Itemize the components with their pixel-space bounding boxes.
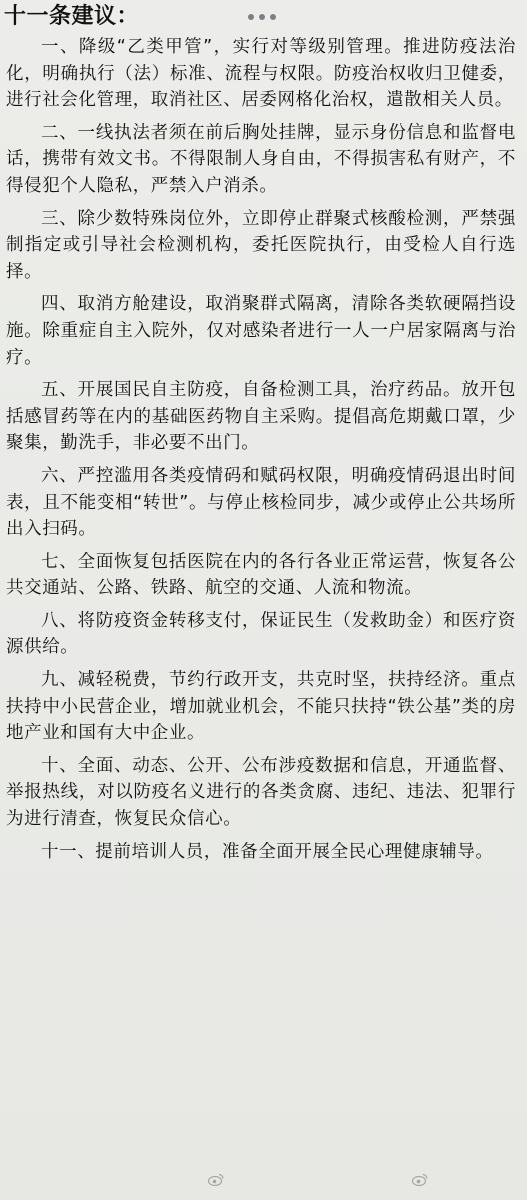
dot (270, 14, 276, 20)
suggestion-paragraph-1: 一、降级“乙类甲管”，实行对等级别管理。推进防疫法治化，明确执行（法）标准、流程与权限。防疫治权收归卫健委，进行社会化管理，取消社区、居委网格化治权，遣散相关人员。 (6, 37, 516, 111)
watermark-right (412, 1173, 428, 1186)
suggestion-paragraph-6: 六、严控滥用各类疫情码和赋码权限，明确疫情码退出时间表，且不能变相“转世”。与停止核检同步，减少或停止公共场所出入扫码。 (6, 465, 516, 540)
suggestion-paragraph-4: 四、取消方舱建设，取消聚群式隔离，清除各类软硬隔挡设施。除重症自主入院外，仅对感染者进行一人一户居家隔离与治疗。 (6, 294, 516, 368)
watermark-left (208, 1173, 224, 1186)
dot (248, 14, 254, 20)
suggestion-paragraph-8: 八、将防疫资金转移支付，保证民生（发救助金）和医疗资源供给。 (6, 610, 516, 658)
document-heading: 十一条建议： (4, 4, 140, 29)
watermark-strip (0, 1173, 527, 1193)
suggestion-paragraph-9: 九、减轻税费，节约行政开支，共克时坚，扶持经济。重点扶持中小民营企业，增加就业机会，不能只扶持“铁公基”类的房地产业和国有大中企业。 (6, 670, 516, 744)
suggestion-paragraph-2: 二、一线执法者须在前后胸处挂牌，显示身份信息和监督电话，携带有效文书。不得限制人身自由，不得损害私有财产，不得侵犯个人隐私，严禁入户消杀。 (6, 122, 516, 196)
suggestion-paragraph-7: 七、全面恢复包括医院在内的各行各业正常运营，恢复各公共交通站、公路、铁路、航空的交通、人流和物流。 (6, 551, 516, 599)
suggestion-paragraph-11: 十一、提前培训人员，准备全面开展全民心理健康辅导。 (41, 841, 494, 862)
weibo-icon (412, 1173, 428, 1186)
suggestion-paragraph-5: 五、开展国民自主防疫，自备检测工具，治疗药品。放开包括感冒药等在内的基础医药物自主采购。提倡高危期戴口罩，少聚集，勤洗手，非必要不出门。 (6, 380, 516, 454)
dot (259, 14, 265, 20)
document-body (6, 34, 516, 871)
suggestion-paragraph-3: 三、除少数特殊岗位外，立即停止群聚式核酸检测，严禁强制指定或引导社会检测机构，委托医院执行，由受检人自行选择。 (6, 208, 516, 282)
more-dots-icon[interactable] (248, 14, 276, 20)
suggestion-paragraph-10: 十、全面、动态、公开、公布涉疫数据和信息，开通监督、举报热线，对以防疫名义进行的各类贪腐、违纪、违法、犯罪行为进行清查，恢复民众信心。 (6, 755, 516, 830)
weibo-icon (208, 1173, 224, 1186)
